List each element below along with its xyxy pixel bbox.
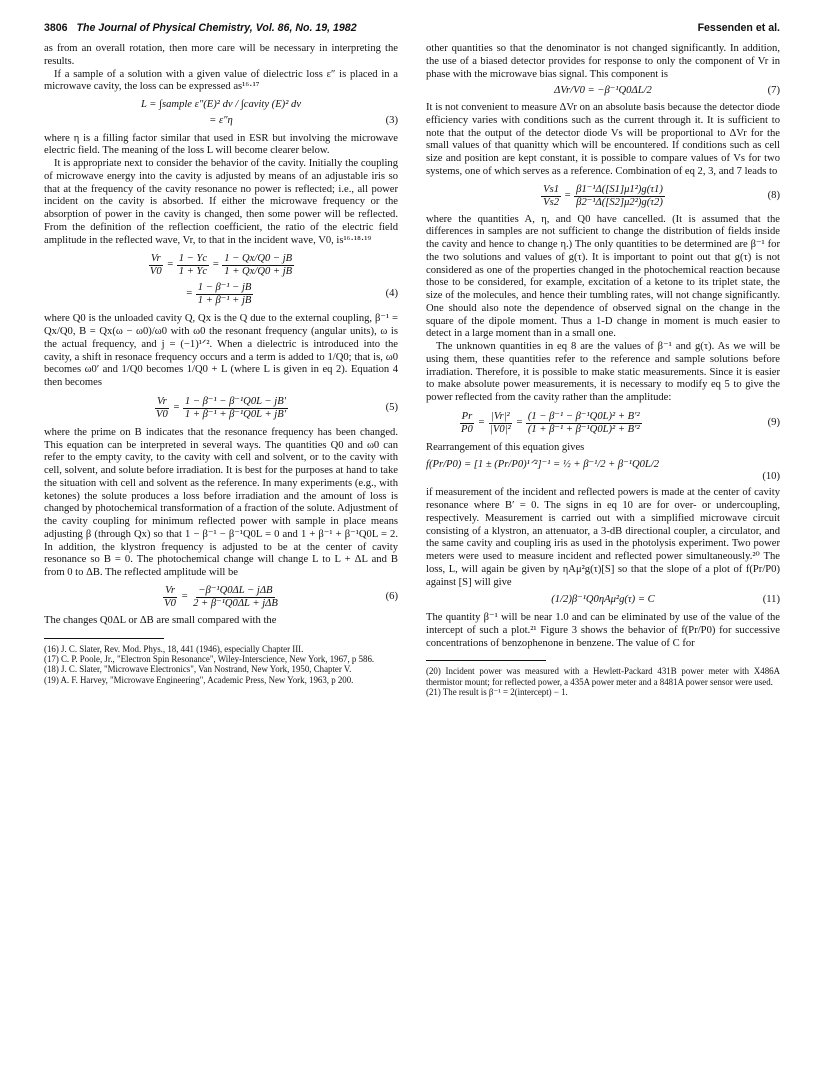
equation-4: $\frac{Vr}{V0}$ = $\frac{1 - Yc}{1 + Yc}$ = $\frac{1 - Qx/Q0 - jB}{1 + Qx/Q0 + jB}$ [149,253,293,278]
paragraph: if measurement of the incident and reflected powers is made at the center of cavity resonance where B′ = 0. The signs in eq 10 are for over- or undercoupling, respectively. Measurement is carried out with a simplified microwave circuit consisting of a klystron, an attenuator, a 3-dB directional coupler, a circulator, and the same cavity and coupling iris as used in the photolysis experiment. Two power meters were used to measure incident and reflected power simultaneously.²⁰ The loss, L, will again be given by ηAμ²g(τ)[S] so that the slope of a plot of f(Pr/P0) against [S] will give [426,487,780,588]
running-header [44,22,780,34]
footnote: (20) Incident power was measured with a Hewlett-Packard 431B power meter with X486A thermistor mount; for reflected power, a 435A power meter and a 8481A power sensor were used. [426,666,780,687]
equation-number: (3) [385,114,398,126]
paragraph: where Q0 is the unloaded cavity Q, Qx is the Q due to the external coupling, β⁻¹ = Qx/Q0, B = Qx(ω − ω0)/ω0 with ω0 the resonant frequency (angular units), ω is the actual frequency, and j = (−1)¹ᐟ². When a dielectric is introduced into the cavity, a shift in resonace frequency occurs and a term is added to 1/Q0; that is, ω0 becomes ω0′ and 1/Q0 becomes 1/Q0 + L (where L is given in eq 2). Equation 4 then becomes [44,313,398,388]
paragraph: The changes Q0ΔL or ΔB are small compared with the [44,614,277,626]
left-column [44,43,398,697]
footnote: (19) A. F. Harvey, "Microwave Engineering", Academic Press, New York, 1963, p 200. [44,674,354,685]
paragraph: other quantities so that the denominator is not changed significantly. In addition, the use of a biased detector provides for response to only the component of Vr in phase with the microwave bias signal. This component is [426,43,780,80]
equation-7: ΔVr/V0 = −β⁻¹Q0ΔL/2 (7) [554,85,780,97]
footnote: (17) C. P. Poole, Jr., "Electron Spin Resonance", Wiley-Interscience, New York, 1967, p 586. [44,653,375,664]
equation-5: $\frac{Vr}{V0}$ = $\frac{\text{1 − β⁻¹ − β⁻¹Q0L − jB′}}{\text{1 + β⁻¹ + β⁻¹Q0L + jB′}}$ (5) [155,395,398,420]
paragraph: It is not convenient to measure ΔVr on an absolute basis because the detector diode efficiency varies with conditions such as the current through it. It is sufficient to note that the output of the detector diode Vs will be proportional to ΔVr for the small values of that quanitty which will be encountered. If conditions such as cell size and position are kept constant, it is possible to compare values of Vs for two systems, one of which serves as a reference. Combination of eq 2, 3, and 7 leads to [426,102,780,177]
equation-number: (9) [767,416,780,428]
paragraph: Rearrangement of this equation gives [426,441,585,453]
journal-title: The Journal of Physical Chemistry, Vol. 86, No. 19, 1982 [76,22,357,34]
paragraph: The unknown quantities in eq 8 are the values of β⁻¹ and g(τ). As we will be using them, these quantities refer to the reference and sample solutions before irradiation. Therefore, it is possible to make static measurements. Since it is easier to make absolute power measurements, it is necessary to modify eq 5 to give the power reflected from the cavity rather than the amplitude: [426,341,780,403]
footnotes [44,639,398,686]
authors: Fessenden et al. [697,22,780,34]
equation-10: f(Pr/P0) = [1 ± (Pr/P0)¹ᐟ²]⁻¹ = ½ + β⁻¹/2 + β⁻¹Q0L/2 [426,458,660,470]
equation-number: (5) [385,401,398,413]
footnote: (18) J. C. Slater, "Microwave Electronics", Van Nostrand, New York, 1950, Chapter V. [44,664,352,675]
equation-4-continued: = $\frac{\text{1 − β⁻¹ − jB}}{\text{1 + β⁻¹ + jB}}$ (4) [185,282,398,307]
paragraph: where the quantities A, η, and Q0 have cancelled. (It is assumed that the differences in samples are not sufficient to change the distribution of fields inside the cavity and hence to change η.) The only quantities to be determined are β⁻¹ for the two solutions and values of g(τ). It is important to point out that g(τ) is not considered as one of the properties changed in the photochemical reaction because those to be considered, for example, excitation of a ketone to its triplet state, the size of the molecules, and hence their tumbling rates, will not change significantly. One should also note the dependence of observed signal on the change in the square of the dipole moment. Thus a 1-D change in moment is much easier to detect in a large moment than in a small one. [426,213,780,340]
equation-3-continued: = ε″η (3) [209,114,398,126]
equation-number: (4) [385,288,398,300]
footnote: (21) The result is β⁻¹ = 2(intercept) − 1. [426,687,568,698]
equation-number: (8) [767,189,780,201]
equation-11: (1/2)β⁻¹Q0ηAμ²g(τ) = C (11) [551,594,780,606]
equation-10-number [426,471,780,483]
paragraph: If a sample of a solution with a given value of dielectric loss ε″ is placed in a microwave cavity, the loss can be expressed as¹⁶·¹⁷ [44,68,398,93]
equation-3: L = ∫sample ε″(E)² dv / ∫cavity (E)² dv [140,99,302,110]
paragraph: The quantity β⁻¹ will be near 1.0 and can be eliminated by use of the value of the intercept of such a plot.²¹ Figure 3 shows the behavior of f(Pr/P0) for successive concentrations of benzophenone in benzene. The value of C for [426,612,780,649]
equation-number: (11) [762,594,780,606]
footnote: (16) J. C. Slater, Rev. Mod. Phys., 18, 441 (1946), especially Chapter III. [44,643,304,654]
paragraph: where the prime on B indicates that the resonance frequency has been changed. This equation can be interpreted in several ways. The quantities Q0 and ω0 can refer to the empty cavity, to the cavity with cell and solvent, or to the cavity with cell, solvent, and solute before irradiation. It is best for the purposes at hand to take the situation with cell and solvent as the reference. In many experiments (e.g., with ketones) the solute produces a loss before irradiation and the amount of loss is changed by photochemical transformation of a fraction of the solute. Adjustment of the cavity coupling for minimum reflected power with sample in place means adjusting β (through Qx) so that 1 − β⁻¹ − β⁻¹Q0L = 0 and 1 + β⁻¹ + β⁻¹Q0L = 2. In addition, the klystron frequency is adjusted to be at the center of cavity resonance so B = 0. The photochemical change will change L to L + ΔL and B from 0 to ΔB. The reflected amplitude will be [44,426,398,578]
equation-number: (7) [767,85,780,97]
equation-number: (10) [762,471,780,483]
paragraph: as from an overall rotation, then more care will be necessary in interpreting the results. [44,43,398,67]
equation-9: $\frac{Pr}{P0}$ = $\frac{\text{|Vr|²}}{\text{|V0|²}}$ = $\frac{\text{(1 − β⁻¹ − β⁻¹Q0L)² + B′²}}{\text{(1 + β⁻¹ + β⁻¹Q0L)² + B′²}}$ (9) [461,410,780,435]
right-column [426,43,780,697]
footnotes [426,661,780,697]
paragraph: It is appropriate next to consider the behavior of the cavity. Initially the coupling of microwave energy into the cavity is adjusted by means of an adjustable iris so that at the frequency of the cavity resonance no power is reflected; i.e., all power incident on the cavity is absorbed. If either the microwave frequency or the absorption of power in the cavity is changed, then some power will be reflected. From the definition of the reflection coefficient, the ratio of the electric field amplitude in the reflected wave, Vr, to that in the incident wave, V0, is¹⁶·¹⁸·¹⁹ [44,158,398,246]
equation-6: $\frac{Vr}{V0}$ = $\frac{\text{−β⁻¹Q0ΔL − jΔB}}{\text{2 + β⁻¹Q0ΔL + jΔB}}$ (6) [164,584,398,609]
paragraph: where η is a filling factor similar that used in ESR but involving the microwave electric field. The meaning of the loss L will become clearer below. [44,132,398,157]
page-number: 3806 [44,22,68,34]
equation-8: $\frac{Vs1}{Vs2}$ = $\frac{\text{β1⁻¹Δ([S1]μ1²)g(τ1)}}{\text{β2⁻¹Δ([S2]μ2²)g(τ2)}}$ (8) [543,183,780,208]
equation-number: (6) [385,590,398,602]
